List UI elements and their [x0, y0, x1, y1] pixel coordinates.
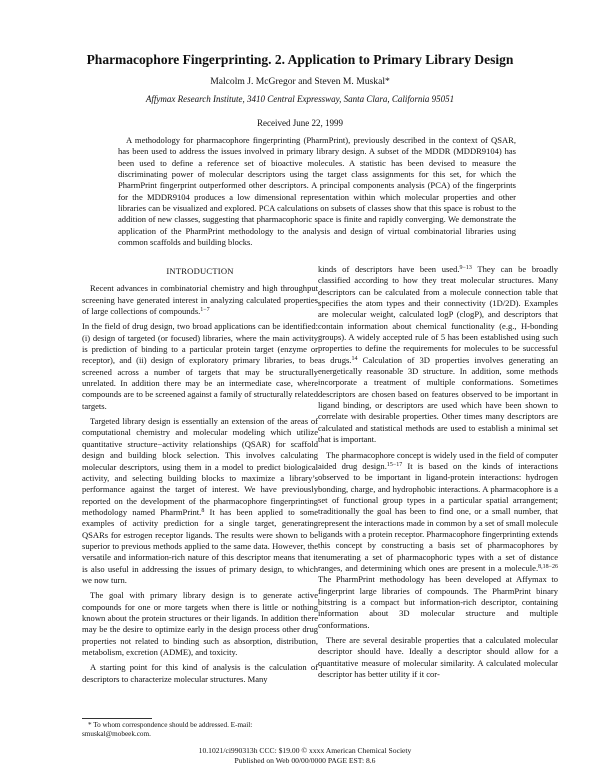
paper-title: Pharmacophore Fingerprinting. 2. Application to Primary Library Design [86, 52, 514, 67]
abstract: A methodology for pharmacophore fingerprinting (PharmPrint), previously described in the context of QSAR, has been used to address the issues involved in primary library design. A subset of the MDDR (MDDR9104) has been used to define a reference set of bioactive molecules. A statistic has been devised to measure the discriminating power of molecular descriptors using the target class assignments for this set, for which the PharmPrint fingerprint outperformed other descriptors. A principal components analysis (PCA) of the fingerprints for the MDDR9104 produces a low dimensional representation within which molecular properties and other libraries can be visualized and explored. PCA calculations on subsets of classes show that this space is robust to the addition of new classes, suggesting that pharmacophoric space is finite and rapidly converging. We demonstrate the application of the PharmPrint methodology to the analysis and design of virtual combinatorial libraries using common scaffolds and building blocks. [118, 135, 516, 248]
intro-paragraph-5: A starting point for this kind of analysis is the calculation of descriptors to characterize molecular structures. Many [82, 662, 318, 684]
footnote-divider [82, 718, 152, 719]
citation: 9−13 [459, 265, 472, 271]
left-column [82, 266, 318, 689]
right-paragraph-2: The pharmacophore concept is widely used in the field of computer aided drug design.$^{15-17}$ It is based on the kinds of interactions observed to be important in ligand-protein interactions: hydrogen bonding, charge, and hydrophobic interactions. A pharmacophore is a set of functional group types in a particular spatial arrangement; traditionally the goal has been to find one, or a small number, that represent the interactions made in common by a set of small molecule ligands with a protein receptor. Pharmacophore fingerprinting extends this concept by constructing a basis set of pharmacophores by enumerating a set of pharmacophoric types with a set of distance ranges, and determining which ones are present in a molecule.$^{8,18-26}$ The PharmPrint methodology has been developed at Affymax to fingerprint large libraries of compounds. The PharmPrint binary bitstring is a compact but information-rich descriptor, containing information about 3D molecular structure and multiple conformations. [318, 449, 558, 630]
intro-paragraph-1: Recent advances in combinatorial chemistry and high throughput screening have generated interest in analyzing calculated properties of large collections of compounds.$^{1-7}$ [82, 283, 318, 317]
correspondence-footnote: * To whom correspondence should be addressed. E-mail: smuskal@mobeek.com. [82, 721, 253, 738]
citation: 8 [201, 507, 205, 514]
intro-paragraph-4: The goal with primary library design is to generate active compounds for one or more targets when there is little or nothing known about the protein structures or their ligands. In addition there may be the desire to optimize early in the design process other drug properties not related to binding such as absorption, distribution, metabolism, excretion (ADME), and toxicity. [82, 590, 318, 657]
received-date: Received June 22, 1999 [257, 118, 343, 128]
intro-paragraph-3: Targeted library design is essentially an extension of the areas of computational chemistry and molecular modeling which utilize quantitative structure−activity relationships (QSAR) for scaffold design and building block selection. This involves calculating molecular descriptors, using them in a model to predict biological activity, and selecting building blocks to maximize a library’s performance against the target of interest. We have previously reported on the development of the pharmacophore fingerprinting methodology named PharmPrint.$^8$ It has been applied to some examples of activity prediction for a single target, generating QSARs for estrogen receptor ligands. The results were shown to be superior to previous methods applied to the same data. However, the versatile and information-rich nature of this descriptor means that it is also useful in addressing the issues of primary design, to which we now turn. [82, 416, 318, 585]
citation: 1−7 [200, 307, 210, 314]
right-paragraph-3: There are several desirable properties that a calculated molecular descriptor should have. Ideally a descriptor should allow for a quantitative measure of molecular similarity. A calculated molecular descriptor has better utility if it cor- [318, 635, 558, 680]
right-paragraph-1: kinds of descriptors have been used.$^{9-13}$ They can be broadly classified according to how they treat molecular structures. Many descriptors can be calculated from a molecule connection table that specifies the atom types and their connectivity (1D/2D). Examples are molecular weight, calculated logP (clogP), and descriptors that contain information about chemical functionality (e.g., H-bonding groups). A widely accepted rule of 5 has been established using such properties to define the requirements for molecules to be successful as drugs.$^{14}$ Calculation of 3D properties involves generating an energetically reasonable 3D structure. In addition, some methods incorporate a treatment of multiple conformations. Sometimes descriptors are chosen based on features observed to be important in ligand binding, or descriptors are used which have been shown to correlate with desirable properties. Other times many descriptors are calculated and statistical methods are used to establish a minimal set that is important. [318, 264, 558, 445]
publication-line: Published on Web 00/00/0000 PAGE EST: 8.6 [234, 755, 376, 765]
page-footer [150, 746, 460, 765]
citation: 8,18−26 [538, 563, 558, 570]
intro-paragraph-2: In the field of drug design, two broad applications can be identified: (i) design of targeted (or focused) libraries, where the main activity is prediction of binding to a particular protein target (enzyme or receptor), and (ii) design of exploratory primary libraries, to be screened across a number of targets that may be structurally unrelated. In addition there may be an intermediate case, where compounds are to be screened against a family of structurally related targets. [82, 321, 318, 411]
paper-affiliation: Affymax Research Institute, 3410 Central Expressway, Santa Clara, California 95051 [145, 94, 455, 104]
doi-line: 10.1021/ci990313h CCC: $19.00 © xxxx American Chemical Society [198, 746, 412, 755]
right-column [318, 264, 558, 684]
section-heading-introduction: INTRODUCTION [166, 266, 234, 276]
citation: 15−17 [386, 461, 403, 468]
paper-authors: Malcolm J. McGregor and Steven M. Muskal* [210, 76, 390, 87]
citation: 14 [351, 355, 358, 362]
